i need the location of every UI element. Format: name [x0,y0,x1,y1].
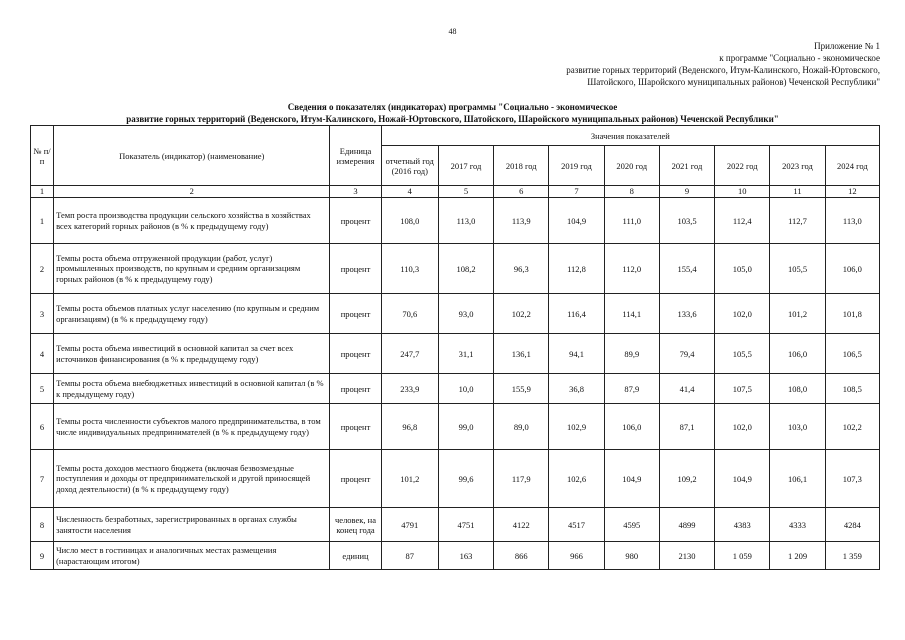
value-cell: 106,0 [604,404,659,450]
indicator-name: Темпы роста численности субъектов малого предпринимательства, в том числе индивидуальных предпринимателей (в % к предыдущему году) [54,404,330,450]
value-cell: 31,1 [438,334,493,374]
value-cell: 106,1 [770,450,825,508]
value-cell: 106,0 [825,244,879,294]
column-number: 9 [659,186,714,198]
value-cell: 4383 [715,508,770,542]
value-cell: 4595 [604,508,659,542]
unit-cell: процент [330,294,381,334]
value-cell: 89,9 [604,334,659,374]
value-cell: 133,6 [659,294,714,334]
column-number: 10 [715,186,770,198]
header-year: 2017 год [438,146,493,186]
indicators-table [30,125,880,570]
column-number: 5 [438,186,493,198]
value-cell: 102,9 [549,404,604,450]
unit-cell: процент [330,198,381,244]
column-number: 1 [31,186,54,198]
value-cell: 4122 [494,508,549,542]
value-cell: 106,5 [825,334,879,374]
value-cell: 4899 [659,508,714,542]
value-cell: 102,2 [494,294,549,334]
indicator-name: Темпы роста доходов местного бюджета (включая безвозмездные поступления и доходы от предпринимательской и другой приносящей доход деятельности) (в % к предыдущему году) [54,450,330,508]
value-cell: 107,3 [825,450,879,508]
unit-cell: процент [330,450,381,508]
column-number: 4 [381,186,438,198]
row-number: 1 [31,198,54,244]
value-cell: 980 [604,542,659,570]
value-cell: 113,0 [438,198,493,244]
value-cell: 87,1 [659,404,714,450]
unit-cell: процент [330,404,381,450]
value-cell: 108,5 [825,374,879,404]
header-year: 2019 год [549,146,604,186]
indicator-name: Темпы роста объемов платных услуг населению (по крупным и средним организациям) (в % к предыдущему году) [54,294,330,334]
value-cell: 102,2 [825,404,879,450]
document-title [0,101,905,125]
value-cell: 41,4 [659,374,714,404]
row-number: 6 [31,404,54,450]
header-year: отчетный год (2016 год) [381,146,438,186]
value-cell: 114,1 [604,294,659,334]
value-cell: 94,1 [549,334,604,374]
table-row [31,404,880,450]
value-cell: 113,9 [494,198,549,244]
table-row [31,374,880,404]
row-number: 9 [31,542,54,570]
page-number: 48 [448,27,457,36]
value-cell: 87 [381,542,438,570]
value-cell: 96,3 [494,244,549,294]
header-values-group: Значения показателей [381,126,879,146]
value-cell: 103,0 [770,404,825,450]
value-cell: 79,4 [659,334,714,374]
column-number: 7 [549,186,604,198]
indicator-name: Темп роста производства продукции сельского хозяйства в хозяйствах всех категорий горных районов (в % к предыдущему году) [54,198,330,244]
appendix-line: к программе "Социально - экономическое [719,53,880,63]
value-cell: 102,0 [715,404,770,450]
header-year: 2024 год [825,146,879,186]
value-cell: 102,6 [549,450,604,508]
value-cell: 108,0 [381,198,438,244]
value-cell: 112,0 [604,244,659,294]
value-cell: 4517 [549,508,604,542]
header-year: 2018 год [494,146,549,186]
value-cell: 116,4 [549,294,604,334]
value-cell: 4333 [770,508,825,542]
value-cell: 110,3 [381,244,438,294]
value-cell: 70,6 [381,294,438,334]
value-cell: 112,7 [770,198,825,244]
value-cell: 104,9 [549,198,604,244]
value-cell: 866 [494,542,549,570]
table-row [31,508,880,542]
value-cell: 233,9 [381,374,438,404]
value-cell: 966 [549,542,604,570]
value-cell: 247,7 [381,334,438,374]
value-cell: 103,5 [659,198,714,244]
value-cell: 87,9 [604,374,659,404]
value-cell: 105,0 [715,244,770,294]
value-cell: 108,0 [770,374,825,404]
title-line: Сведения о показателях (индикаторах) программы "Социально - экономическое [287,102,618,112]
value-cell: 109,2 [659,450,714,508]
value-cell: 36,8 [549,374,604,404]
row-number: 4 [31,334,54,374]
column-number: 8 [604,186,659,198]
table-row [31,198,880,244]
header-num: № п/п [31,126,54,186]
column-number: 3 [330,186,381,198]
title-line: развитие горных территорий (Веденского, Итум-Калинского, Ножай-Юртовского, Шатойского, Шаройского муниципальных районов) Чеченской Республики" [126,114,779,124]
row-number: 5 [31,374,54,404]
value-cell: 1 209 [770,542,825,570]
value-cell: 96,8 [381,404,438,450]
column-number: 2 [54,186,330,198]
value-cell: 104,9 [715,450,770,508]
value-cell: 105,5 [770,244,825,294]
unit-cell: единиц [330,542,381,570]
indicator-name: Темпы роста объема отгруженной продукции (работ, услуг) промышленных производств, по крупным и средним организациям горных районов (в % к предыдущему году) [54,244,330,294]
row-number: 3 [31,294,54,334]
indicator-name: Темпы роста объема инвестиций в основной капитал за счет всех источников финансирования (в % к предыдущему году) [54,334,330,374]
indicator-name: Число мест в гостиницах и аналогичных местах размещения (нарастающим итогом) [54,542,330,570]
value-cell: 155,9 [494,374,549,404]
value-cell: 101,2 [770,294,825,334]
value-cell: 2130 [659,542,714,570]
value-cell: 113,0 [825,198,879,244]
value-cell: 10,0 [438,374,493,404]
unit-cell: процент [330,244,381,294]
value-cell: 163 [438,542,493,570]
value-cell: 1 059 [715,542,770,570]
header-year: 2023 год [770,146,825,186]
value-cell: 4284 [825,508,879,542]
row-number: 2 [31,244,54,294]
value-cell: 99,0 [438,404,493,450]
unit-cell: человек, на конец года [330,508,381,542]
value-cell: 105,5 [715,334,770,374]
table-row [31,450,880,508]
indicator-name: Темпы роста объема внебюджетных инвестиций в основной капитал (в % к предыдущему году) [54,374,330,404]
table-row [31,542,880,570]
value-cell: 111,0 [604,198,659,244]
row-number: 7 [31,450,54,508]
appendix-line: Приложение № 1 [814,41,880,51]
value-cell: 102,0 [715,294,770,334]
value-cell: 112,8 [549,244,604,294]
column-number: 12 [825,186,879,198]
value-cell: 93,0 [438,294,493,334]
value-cell: 101,2 [381,450,438,508]
indicator-name: Численность безработных, зарегистрированных в органах службы занятости населения [54,508,330,542]
value-cell: 155,4 [659,244,714,294]
header-indicator: Показатель (индикатор) (наименование) [54,126,330,186]
value-cell: 99,6 [438,450,493,508]
value-cell: 112,4 [715,198,770,244]
header-year: 2022 год [715,146,770,186]
appendix-line: развитие горных территорий (Веденского, Итум-Калинского, Ножай-Юртовского, [566,65,880,75]
value-cell: 107,5 [715,374,770,404]
appendix-line: Шатойского, Шаройского муниципальных районов) Чеченской Республики" [587,77,880,87]
value-cell: 4751 [438,508,493,542]
table-row [31,334,880,374]
column-number: 6 [494,186,549,198]
column-number: 11 [770,186,825,198]
value-cell: 117,9 [494,450,549,508]
value-cell: 89,0 [494,404,549,450]
value-cell: 1 359 [825,542,879,570]
row-number: 8 [31,508,54,542]
unit-cell: процент [330,334,381,374]
value-cell: 101,8 [825,294,879,334]
unit-cell: процент [330,374,381,404]
header-year: 2021 год [659,146,714,186]
appendix-header [410,40,880,88]
value-cell: 106,0 [770,334,825,374]
value-cell: 108,2 [438,244,493,294]
value-cell: 4791 [381,508,438,542]
value-cell: 136,1 [494,334,549,374]
header-year: 2020 год [604,146,659,186]
value-cell: 104,9 [604,450,659,508]
header-unit: Единица измерения [330,126,381,186]
table-row [31,244,880,294]
table-row [31,294,880,334]
